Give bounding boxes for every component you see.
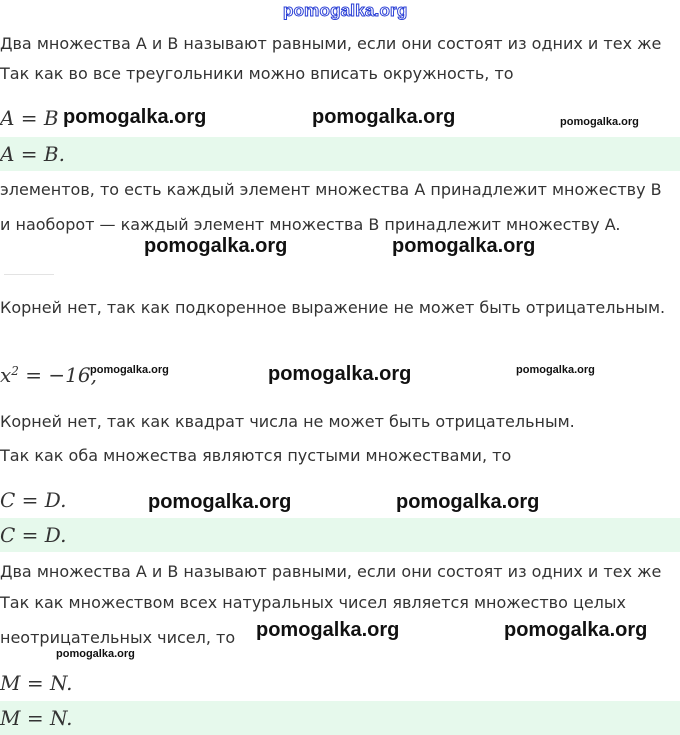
math-line: C = D.	[0, 523, 67, 547]
math-base: x	[0, 363, 12, 387]
text-line: Два множества A и B называют равными, если они состоят из одних и тех же	[0, 562, 662, 581]
highlight-band	[0, 701, 680, 735]
math-line: A = B.	[0, 142, 65, 166]
watermark: pomogalka.org	[148, 491, 292, 513]
watermark: pomogalka.org	[144, 235, 288, 257]
text-line: Два множества A и B называют равными, если они состоят из одних и тех же	[0, 34, 662, 53]
math-rest: = −16,	[18, 363, 97, 387]
watermark: pomogalka.org	[392, 235, 536, 257]
watermark: pomogalka.org	[256, 619, 400, 641]
watermark: pomogalka.org	[56, 648, 135, 660]
math-line: M = N.	[0, 671, 73, 695]
text-line: элементов, то есть каждый элемент множества A принадлежит множеству B	[0, 180, 662, 199]
highlight-band	[0, 137, 680, 171]
watermark: pomogalka.org	[396, 491, 540, 513]
text-line: Корней нет, так как квадрат числа не может быть отрицательным.	[0, 412, 575, 431]
watermark: pomogalka.org	[63, 106, 207, 128]
math-line	[0, 363, 97, 387]
text-line: неотрицательных чисел, то	[0, 628, 236, 647]
text-line: Так как множеством всех натуральных чисел является множество целых	[0, 593, 627, 612]
watermark: pomogalka.org	[90, 364, 169, 376]
highlight-band	[0, 518, 680, 552]
watermark: pomogalka.org	[560, 116, 639, 128]
watermark: pomogalka.org	[516, 364, 595, 376]
text-line: и наоборот — каждый элемент множества B принадлежит множеству A.	[0, 215, 621, 234]
header-watermark: pomogalka.org	[283, 1, 408, 20]
watermark: pomogalka.org	[312, 106, 456, 128]
text-line: Так как оба множества являются пустыми множествами, то	[0, 446, 512, 465]
divider	[4, 274, 54, 275]
math-line: M = N.	[0, 706, 73, 730]
watermark: pomogalka.org	[504, 619, 648, 641]
watermark: pomogalka.org	[268, 363, 412, 385]
text-line: Корней нет, так как подкоренное выражение не может быть отрицательным.	[0, 298, 666, 317]
math-exponent: 2	[11, 364, 19, 378]
math-line: C = D.	[0, 488, 67, 512]
text-line: Так как во все треугольники можно вписать окружность, то	[0, 64, 514, 83]
math-line: A = B	[0, 106, 59, 130]
